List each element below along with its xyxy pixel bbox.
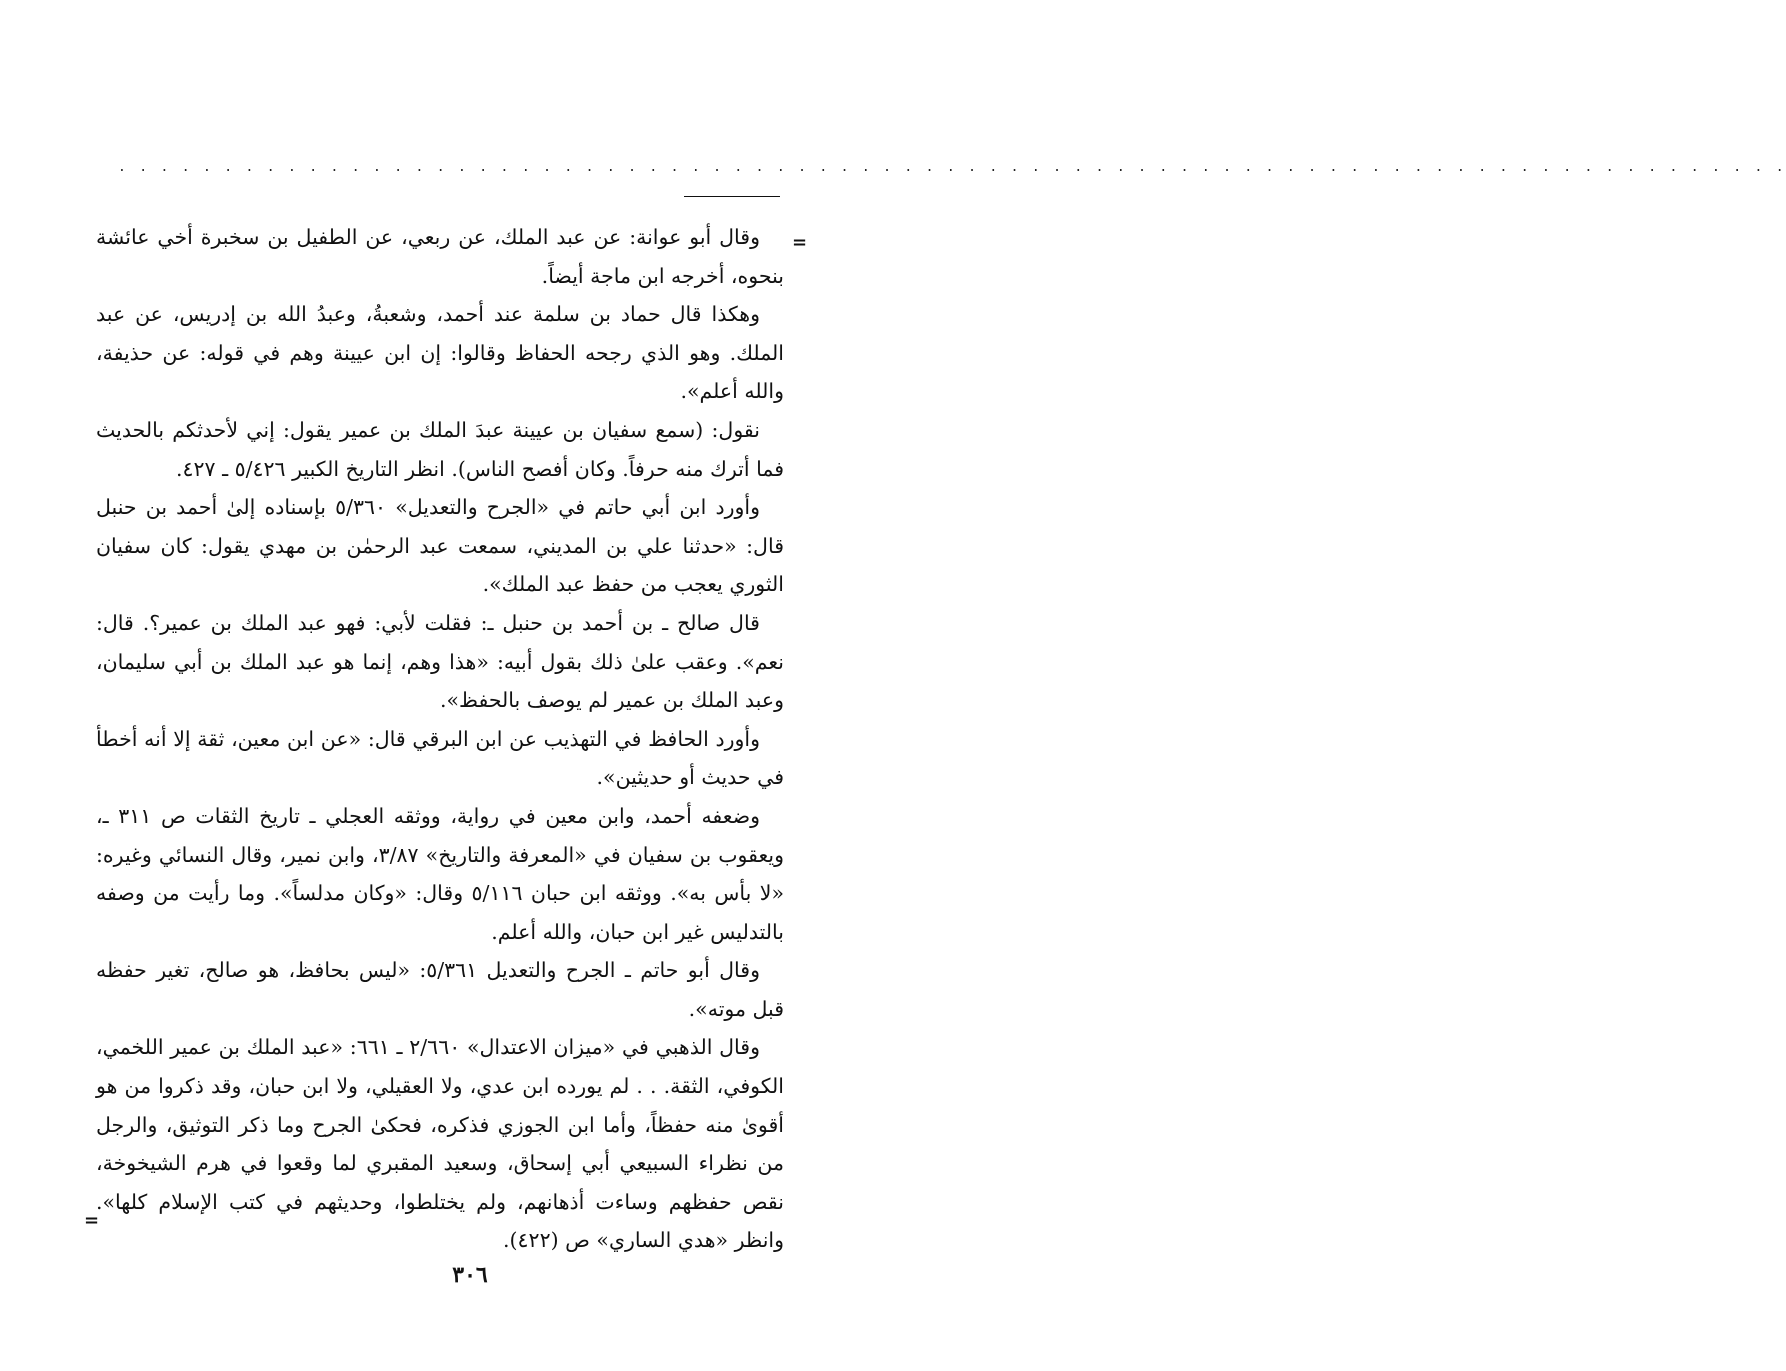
page-number: ٣٠٦ xyxy=(452,1262,488,1288)
footnote-body xyxy=(96,218,784,1260)
paragraph: وقال أبو حاتم ـ الجرح والتعديل ٥/٣٦١: «ليس بحافظ، هو صالح، تغير حفظه قبل موته». xyxy=(96,958,784,1021)
paragraph: وأورد ابن أبي حاتم في «الجرح والتعديل» ٥/٣٦٠ بإسناده إلىٰ أحمد بن حنبل قال: «حدثنا علي بن المديني، سمعت عبد الرحمٰن بن مهدي يقول: كان سفيان الثوري يعجب من حفظ عبد الملك». xyxy=(96,495,784,597)
footnote-rule xyxy=(684,196,780,197)
paragraph: نقول: (سمع سفيان بن عيينة عبدَ الملك بن عمير يقول: إني لأحدثكم بالحديث فما أترك منه حرفاً. وكان أفصح الناس). انظر التاريخ الكبير ٥/٤٢٦ ـ ٤٢٧. xyxy=(96,417,784,481)
paragraph: وضعفه أحمد، وابن معين في رواية، ووثقه العجلي ـ تاريخ الثقات ص ٣١١ ـ، ويعقوب بن سفيان في «المعرفة والتاريخ» ٣/٨٧، وابن نمير، وقال النسائي وغيره: «لا بأس به». ووثقه ابن حبان ٥/١١٦ وقال: «وكان مدلساً». وما رأيت من وصفه بالتدليس غير ابن حبان، والله أعلم. xyxy=(96,803,784,944)
paragraph: وقال الذهبي في «ميزان الاعتدال» ٢/٦٦٠ ـ ٦٦١: «عبد الملك بن عمير اللخمي، الكوفي، الثقة. . . لم يورده ابن عدي، ولا العقيلي، ولا ابن حبان، وقد ذكروا من هو أقوىٰ منه حفظاً، وأما ابن الجوزي فذكره، فحكىٰ الجرح وما ذكر التوثيق، والرجل من نظراء السبيعي أبي إسحاق، وسعيد المقبري لما وقعوا في هرم الشيخوخة، نقص حفظهم وساءت أذهانهم، ولم يختلطوا، وحديثهم في كتب الإسلام كلها». وانظر «هدي الساري» ص (٤٢٢). xyxy=(96,1035,784,1253)
paragraph: وقال أبو عوانة: عن عبد الملك، عن ربعي، عن الطفيل بن سخبرة أخي عائشة بنحوه، أخرجه ابن ماجة أيضاً. xyxy=(96,225,784,288)
paragraph: وهكذا قال حماد بن سلمة عند أحمد، وشعبةُ، وعبدُ الله بن إدريس، عن عبد الملك. وهو الذي رجحه الحفاظ وقالوا: إن ابن عيينة وهم في قوله: عن حذيفة، والله أعلم». xyxy=(96,302,784,404)
paragraph: وأورد الحافظ في التهذيب عن ابن البرقي قال: «عن ابن معين، ثقة إلا أنه أخطأ في حديث أو حديثين». xyxy=(96,726,784,790)
footnote-dotted-separator: . . . . . . . . . . . . . . . . . . . . . . . . . . . . . . . . . . . . . . . . . . . . . . . . . . . . . . . . . . . . . . . . . . . . . . . . . . . . . . . xyxy=(118,160,1786,175)
paragraph: قال صالح ـ بن أحمد بن حنبل ـ: فقلت لأبي: فهو عبد الملك بن عمير؟. قال: نعم». وعقب علىٰ ذلك بقول أبيه: «هذا وهم، إنما هو عبد الملك بن أبي سليمان، وعبد الملك بن عمير لم يوصف بالحفظ». xyxy=(96,610,784,713)
continuation-mark-top: = xyxy=(792,232,808,253)
continuation-mark-bottom: = xyxy=(84,1210,100,1231)
